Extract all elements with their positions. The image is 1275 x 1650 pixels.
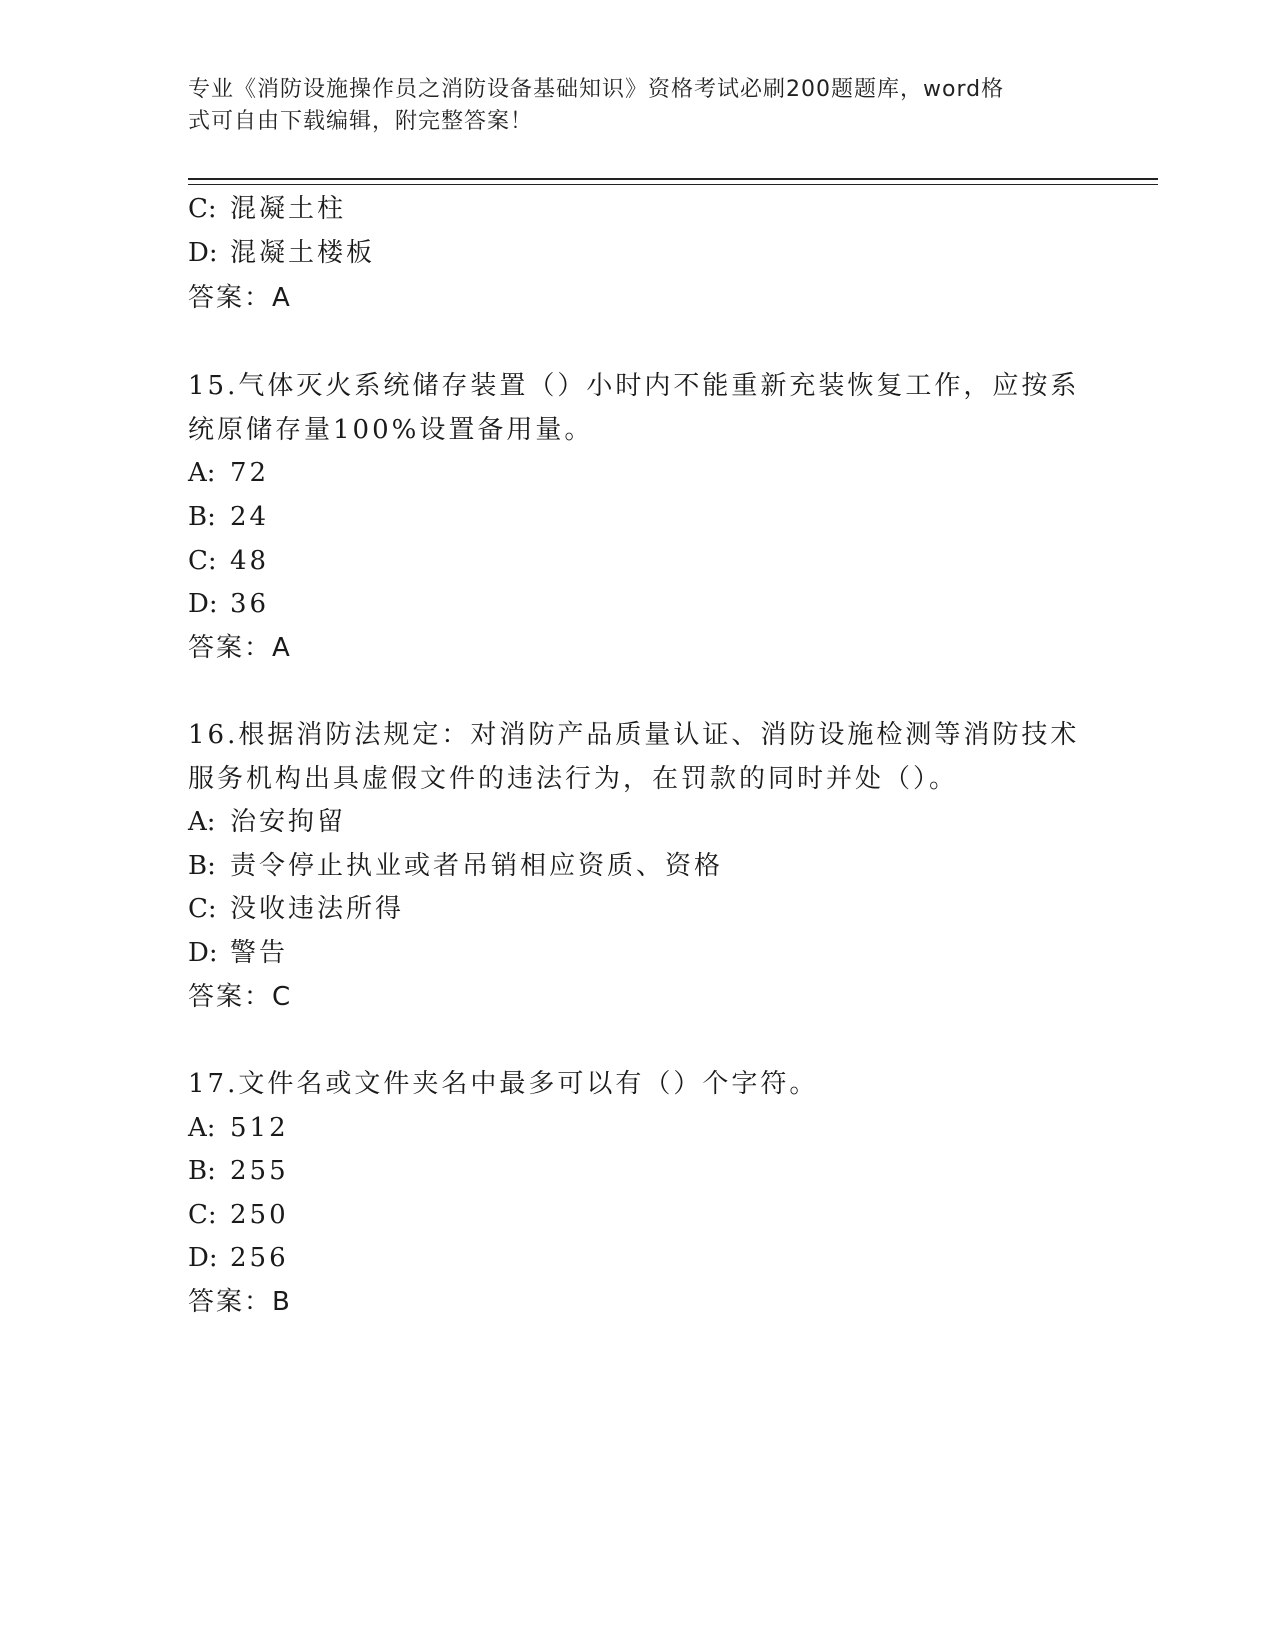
answer: 答案：B xyxy=(188,1287,292,1317)
option-label: B: xyxy=(188,851,216,881)
option-c xyxy=(188,192,346,226)
option-a xyxy=(188,805,346,839)
option-text: 24 xyxy=(230,502,270,532)
option-text: 48 xyxy=(230,546,270,576)
header-line-2: 式可自由下载编辑，附完整答案！ xyxy=(188,109,534,134)
option-label: D: xyxy=(188,938,218,968)
option-text: 256 xyxy=(230,1243,289,1273)
option-text: 没收违法所得 xyxy=(230,894,405,924)
option-text: 250 xyxy=(230,1200,289,1230)
option-text: 治安拘留 xyxy=(230,807,347,837)
option-label: B: xyxy=(188,502,216,532)
option-label: D: xyxy=(188,589,218,619)
option-text: 36 xyxy=(230,589,270,619)
header-line-1: 专业《消防设施操作员之消防设备基础知识》资格考试必刷200题题库，word格 xyxy=(188,77,1005,102)
option-c xyxy=(188,892,404,926)
option-b xyxy=(188,500,269,534)
question-16-stem-cont: 服务机构出具虚假文件的违法行为，在罚款的同时并处（）。 xyxy=(188,764,959,794)
option-text: 72 xyxy=(230,458,270,488)
question-17-stem: 17.文件名或文件夹名中最多可以有（）个字符。 xyxy=(188,1069,819,1099)
option-d xyxy=(188,587,269,621)
option-d xyxy=(188,236,375,270)
header-divider-thick xyxy=(188,178,1158,180)
answer: 答案：C xyxy=(188,982,293,1012)
option-label: D: xyxy=(188,238,218,268)
question-15-stem-cont: 统原储存量100%设置备用量。 xyxy=(188,415,594,445)
document-header xyxy=(188,74,1078,138)
option-label: B: xyxy=(188,1156,216,1186)
option-text: 警告 xyxy=(230,938,289,968)
option-b xyxy=(188,1154,289,1188)
option-label: A: xyxy=(188,1113,216,1143)
option-text: 责令停止执业或者吊销相应资质、资格 xyxy=(230,851,724,881)
option-text: 混凝土楼板 xyxy=(230,238,376,268)
header-divider-thin xyxy=(188,184,1158,185)
option-a xyxy=(188,456,269,490)
answer: 答案：A xyxy=(188,283,292,313)
option-b xyxy=(188,849,723,883)
option-label: C: xyxy=(188,194,217,224)
option-label: C: xyxy=(188,546,217,576)
option-c xyxy=(188,544,269,578)
question-16-stem: 16.根据消防法规定：对消防产品质量认证、消防设施检测等消防技术 xyxy=(188,720,1080,750)
option-d xyxy=(188,1241,289,1275)
option-label: C: xyxy=(188,1200,217,1230)
option-text: 512 xyxy=(230,1113,289,1143)
option-label: C: xyxy=(188,894,217,924)
question-15-stem: 15.气体灭火系统储存装置（）小时内不能重新充装恢复工作，应按系 xyxy=(188,371,1080,401)
option-text: 255 xyxy=(230,1156,289,1186)
option-label: D: xyxy=(188,1243,218,1273)
option-text: 混凝土柱 xyxy=(230,194,347,224)
option-a xyxy=(188,1111,289,1145)
answer: 答案：A xyxy=(188,633,292,663)
option-d xyxy=(188,936,288,970)
option-label: A: xyxy=(188,807,216,837)
option-c xyxy=(188,1198,289,1232)
option-label: A: xyxy=(188,458,216,488)
